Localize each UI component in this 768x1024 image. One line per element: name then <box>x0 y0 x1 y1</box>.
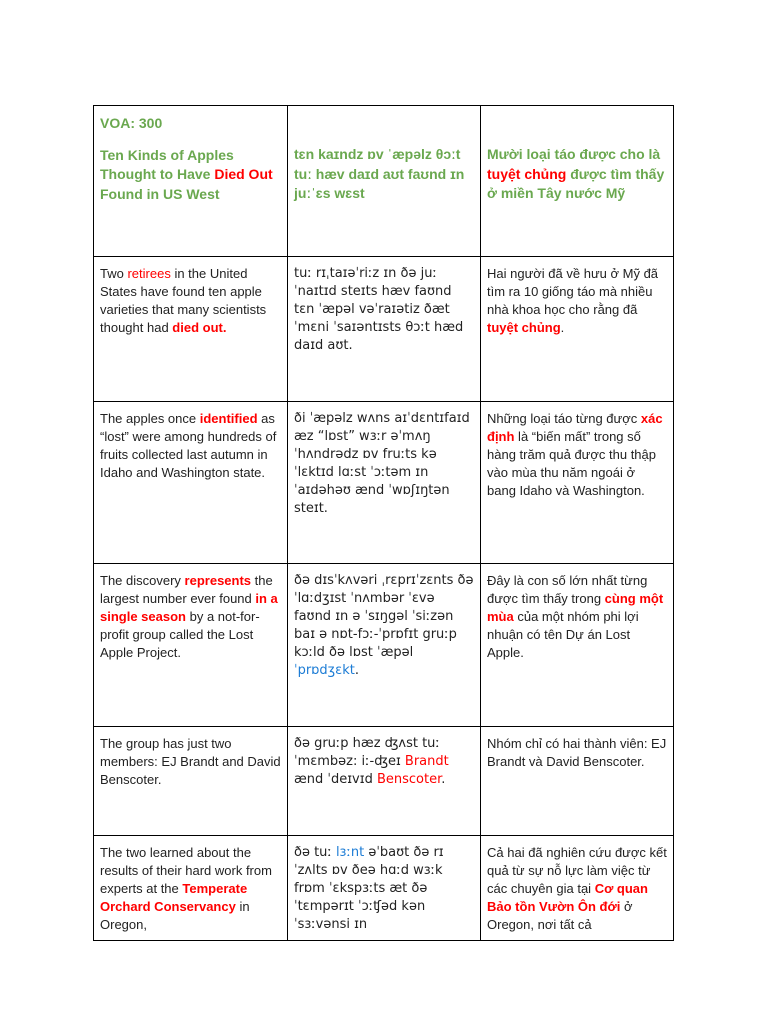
ipa-cell: ðə gruːp hæz ʤʌst tuː ˈmɛmbəz: iː-ʤeɪ Brandt ænd ˈdeɪvɪd Benscoter. <box>288 727 481 836</box>
lesson-table <box>93 105 674 941</box>
keyword: tuyệt chủng <box>487 320 561 335</box>
vietnamese-cell: Hai người đã về hưu ở Mỹ đã tìm ra 10 giống táo mà nhiều nhà khoa học cho rằng đã tuyệt chủng. <box>481 257 674 402</box>
ipa-cell: ðə dɪsˈkʌvəri ˌrɛprɪˈzɛnts ðə ˈlɑːdʒɪst ˈnʌmbər ˈɛvə faʊnd ɪn ə ˈsɪŋgəl ˈsiːzən baɪ ə nɒt-fɔː-ˈprɒfɪt gruːp kɔːld ðə lɒst ˈæpəl ˈprɒdʒɛkt. <box>288 564 481 727</box>
vietnamese-cell: Cả hai đã nghiên cứu được kết quả từ sự nỗ lực làm việc từ các chuyên gia tại Cơ quan Bảo tồn Vườn Ôn đới ở Oregon, nơi tất cả <box>481 836 674 941</box>
title-keyword: Died Out <box>214 166 273 182</box>
english-cell: The two learned about the results of their hard work from experts at the Temperate Orchard Conservancy in Oregon, <box>94 836 288 941</box>
table-row <box>94 564 674 727</box>
keyword: represents <box>184 573 252 588</box>
keyword: cùng một mùa <box>487 591 664 624</box>
table-row <box>94 402 674 564</box>
keyword: Brandt <box>404 754 449 769</box>
source-label: VOA: 300 <box>100 115 163 131</box>
vietnamese-title-cell <box>481 106 674 257</box>
english-cell: The apples once identified as “lost” were among hundreds of fruits collected last autumn in Idaho and Washington state. <box>94 402 288 564</box>
ipa-title: tɛn kaɪndz ɒv ˈæpəlz θɔːt tuː hæv daɪd aʊt faʊnd ɪn juːˈɛs wɛst <box>294 146 465 201</box>
table-row <box>94 257 674 402</box>
ipa-cell: ðə tuː lɜːnt əˈbaʊt ðə rɪˈzʌlts ɒv ðeə hɑːd wɜːk frɒm ˈɛkspɜːts æt ðə ˈtɛmpərɪt ˈɔːʧəd kənˈsɜːvənsi ɪn <box>288 836 481 941</box>
table-row-header <box>94 106 674 257</box>
vietnamese-cell: Những loại táo từng được xác định là “biến mất” trong số hàng trăm quả được thu thập vào mùa thu năm ngoái ở bang Idaho và Washington. <box>481 402 674 564</box>
vietnamese-cell: Đây là con số lớn nhất từng được tìm thấy trong cùng một mùa của một nhóm phi lợi nhuận có tên Dự án Lost Apple. <box>481 564 674 727</box>
vietnamese-title <box>487 145 667 204</box>
english-cell: Two retirees in the United States have found ten apple varieties that many scientists thought had died out. <box>94 257 288 402</box>
title-text: Ten Kinds of Apples Thought to Have <box>100 146 234 182</box>
title-text: Found in US West <box>100 185 220 202</box>
english-title <box>100 146 281 205</box>
english-cell: The discovery represents the largest number ever found in a single season by a not-for-profit group called the Lost Apple Project. <box>94 564 288 727</box>
ipa-title-cell <box>288 106 481 257</box>
ipa-cell: ði ˈæpəlz wʌns aɪˈdɛntɪfaɪd æz “lɒst” wɜːr əˈmʌŋ ˈhʌndrədz ɒv fruːts kəˈlɛktɪd lɑːst ˈɔːtəm ɪn ˈaɪdəhəʊ ænd ˈwɒʃɪŋtən steɪt. <box>288 402 481 564</box>
title-text: Mười loại táo được cho là <box>487 146 661 162</box>
table-row <box>94 727 674 836</box>
keyword: Cơ quan Bảo tồn Vườn Ôn đới <box>487 881 648 914</box>
table-row <box>94 836 674 941</box>
keyword: identified <box>199 411 258 426</box>
keyword: xác định <box>487 411 663 444</box>
keyword: lɜːnt <box>335 845 365 860</box>
english-title-cell <box>94 106 288 257</box>
title-keyword: tuyệt chủng <box>487 165 567 182</box>
keyword: ˈprɒdʒɛkt <box>294 663 355 678</box>
title-text: được tìm thấy ở miền Tây nước Mỹ <box>487 165 665 201</box>
ipa-cell: tuː rɪˌtaɪəˈriːz ɪn ðə juːˈnaɪtɪd steɪts hæv faʊnd tɛn ˈæpəl vəˈraɪətiz ðæt ˈmɛni ˈsaɪəntɪsts θɔːt hæd daɪd aʊt. <box>288 257 481 402</box>
keyword: in a single season <box>100 591 278 624</box>
english-cell: The group has just two members: EJ Brandt and David Benscoter. <box>94 727 288 836</box>
keyword: Benscoter <box>376 772 442 787</box>
vietnamese-cell: Nhóm chỉ có hai thành viên: EJ Brandt và David Benscoter. <box>481 727 674 836</box>
keyword: died out. <box>172 320 227 335</box>
keyword: Temperate Orchard Conservancy <box>100 881 248 914</box>
keyword: retirees <box>127 266 171 281</box>
